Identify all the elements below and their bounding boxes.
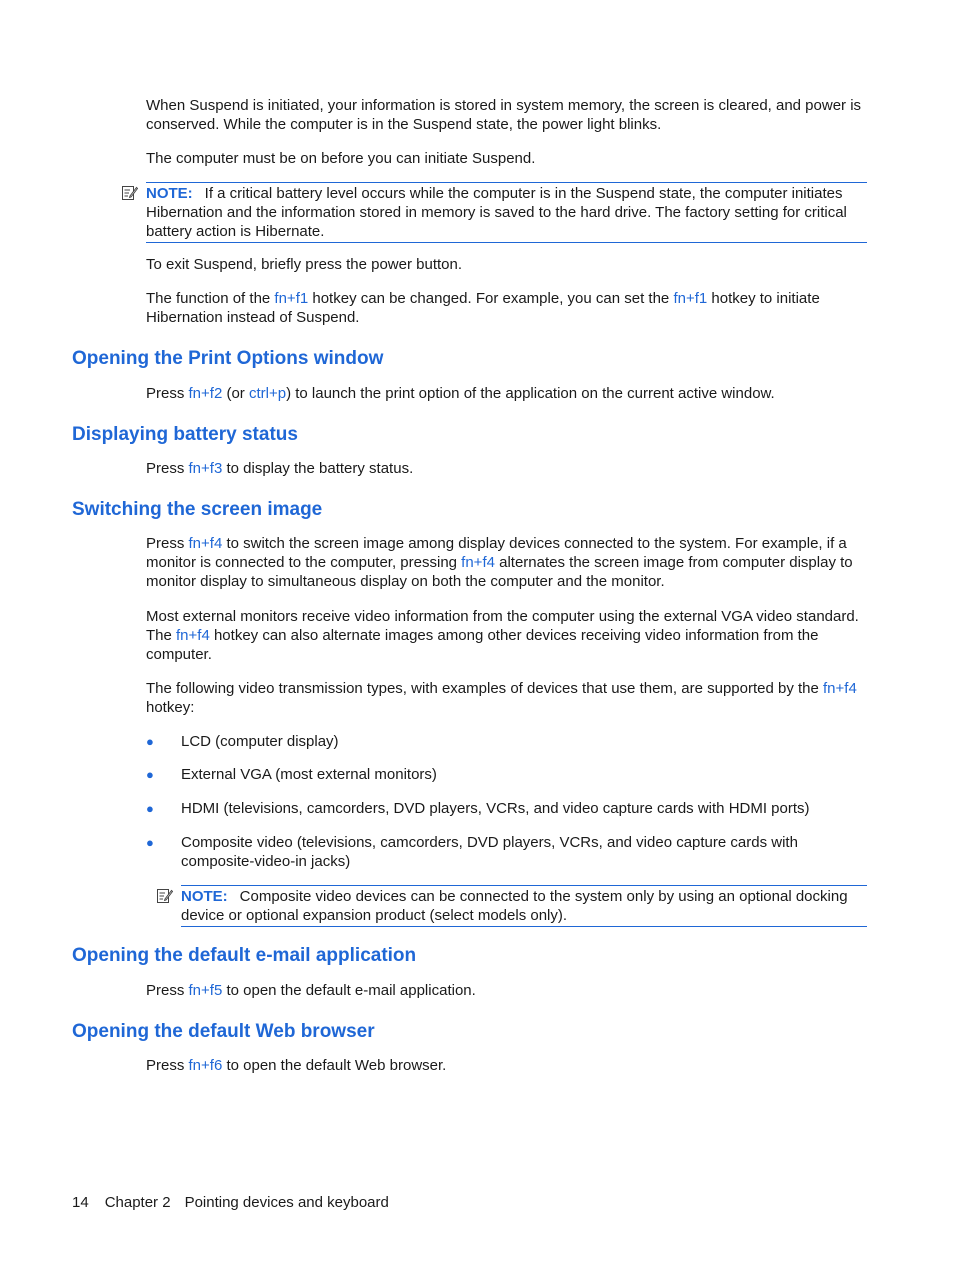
heading-battery-status: Displaying battery status [72,424,298,445]
footer-title: Pointing devices and keyboard [184,1194,389,1211]
note-composite-video [181,885,867,927]
text-run: (or [222,385,249,402]
note-critical-battery [146,182,867,243]
text-run: to open the default e-mail application. [222,982,476,999]
note-text: If a critical battery level occurs while the computer is in the Suspend state, the computer initiates Hibernation and the information stored in memory is saved to the hard drive. The factory setting for critical battery action is Hibernate. [146,185,847,240]
list-item: Composite video (televisions, camcorders, DVD players, VCRs, and video capture cards with composite-video-in jacks) [181,834,798,870]
paragraph-fnf1 [146,289,870,327]
text-run: hotkey can also alternate images among other devices receiving video information from the computer. [146,627,819,663]
text-run: hotkey can be changed. For example, you can set the [308,290,674,307]
heading-web-browser: Opening the default Web browser [72,1021,375,1042]
paragraph-email [146,981,870,1000]
bullet-icon: ● [146,801,154,816]
note-pencil-icon [121,184,138,201]
note-label: NOTE: [146,185,193,202]
paragraph-switch-screen-3 [146,679,870,717]
heading-print-options: Opening the Print Options window [72,348,384,369]
hotkey-ctrl-p: ctrl+p [248,385,287,402]
text-run: Press [146,460,189,477]
list-item: External VGA (most external monitors) [181,766,437,783]
heading-switch-screen: Switching the screen image [72,499,323,520]
hotkey-fn-f4: fn+f4 [188,535,223,552]
paragraph-switch-screen-2 [146,607,870,664]
footer-chapter: Chapter 2 [104,1194,171,1211]
hotkey-fn-f1: fn+f1 [673,290,708,307]
text-run: alternates the screen image from computer display to monitor display to simultaneous display on both the computer and the monitor. [146,554,853,590]
note-text: Composite video devices can be connected to the system only by using an optional docking device or optional expansion product (select models only). [181,888,848,924]
paragraph-battery-status [146,459,870,478]
paragraph-switch-screen-1 [146,534,870,591]
text-run: to open the default Web browser. [222,1057,447,1074]
bullet-icon: ● [146,734,154,749]
hotkey-fn-f5: fn+f5 [188,982,223,999]
page-number: 14 [72,1194,89,1211]
text-run: to display the battery status. [222,460,414,477]
text-run: hotkey: [146,699,195,716]
bullet-icon: ● [146,767,154,782]
text-run: Press [146,1057,189,1074]
hotkey-fn-f4: fn+f4 [461,554,495,571]
note-label: NOTE: [181,888,228,905]
hotkey-fn-f4: fn+f4 [176,627,210,644]
heading-email: Opening the default e-mail application [72,945,417,966]
text-run: The function of the [146,290,275,307]
text-run: Press [146,385,189,402]
paragraph-web-browser [146,1056,870,1075]
hotkey-fn-f4: fn+f4 [823,680,857,697]
hotkey-fn-f2: fn+f2 [188,385,223,402]
bullet-icon: ● [146,835,154,850]
list-item: LCD (computer display) [181,733,339,750]
text-run: to switch the screen image among display devices connected to the system. For example, if a monitor is connected to the computer, pressing [146,535,847,571]
hotkey-fn-f6: fn+f6 [188,1057,223,1074]
list-item: HDMI (televisions, camcorders, DVD players, VCRs, and video capture cards with HDMI ports) [181,800,810,817]
paragraph-print-options [146,384,870,403]
note-pencil-icon [156,887,173,904]
hotkey-fn-f1: fn+f1 [274,290,309,307]
text-run: Press [146,535,189,552]
paragraph-suspend-info: When Suspend is initiated, your information is stored in system memory, the screen is cleared, and power is conserved. While the computer is in the Suspend state, the power light blinks. [146,97,862,133]
paragraph-suspend-on: The computer must be on before you can initiate Suspend. [146,150,536,167]
text-run: The following video transmission types, with examples of devices that use them, are supported by the [146,680,824,697]
text-run: hotkey to initiate Hibernation instead of Suspend. [146,290,820,326]
hotkey-fn-f3: fn+f3 [188,460,223,477]
page-footer [72,1193,405,1212]
paragraph-exit-suspend: To exit Suspend, briefly press the power button. [146,256,463,273]
text-run: ) to launch the print option of the application on the current active window. [286,385,775,402]
text-run: Press [146,982,189,999]
text-run: Most external monitors receive video information from the computer using the external VGA video standard. The [146,608,859,644]
